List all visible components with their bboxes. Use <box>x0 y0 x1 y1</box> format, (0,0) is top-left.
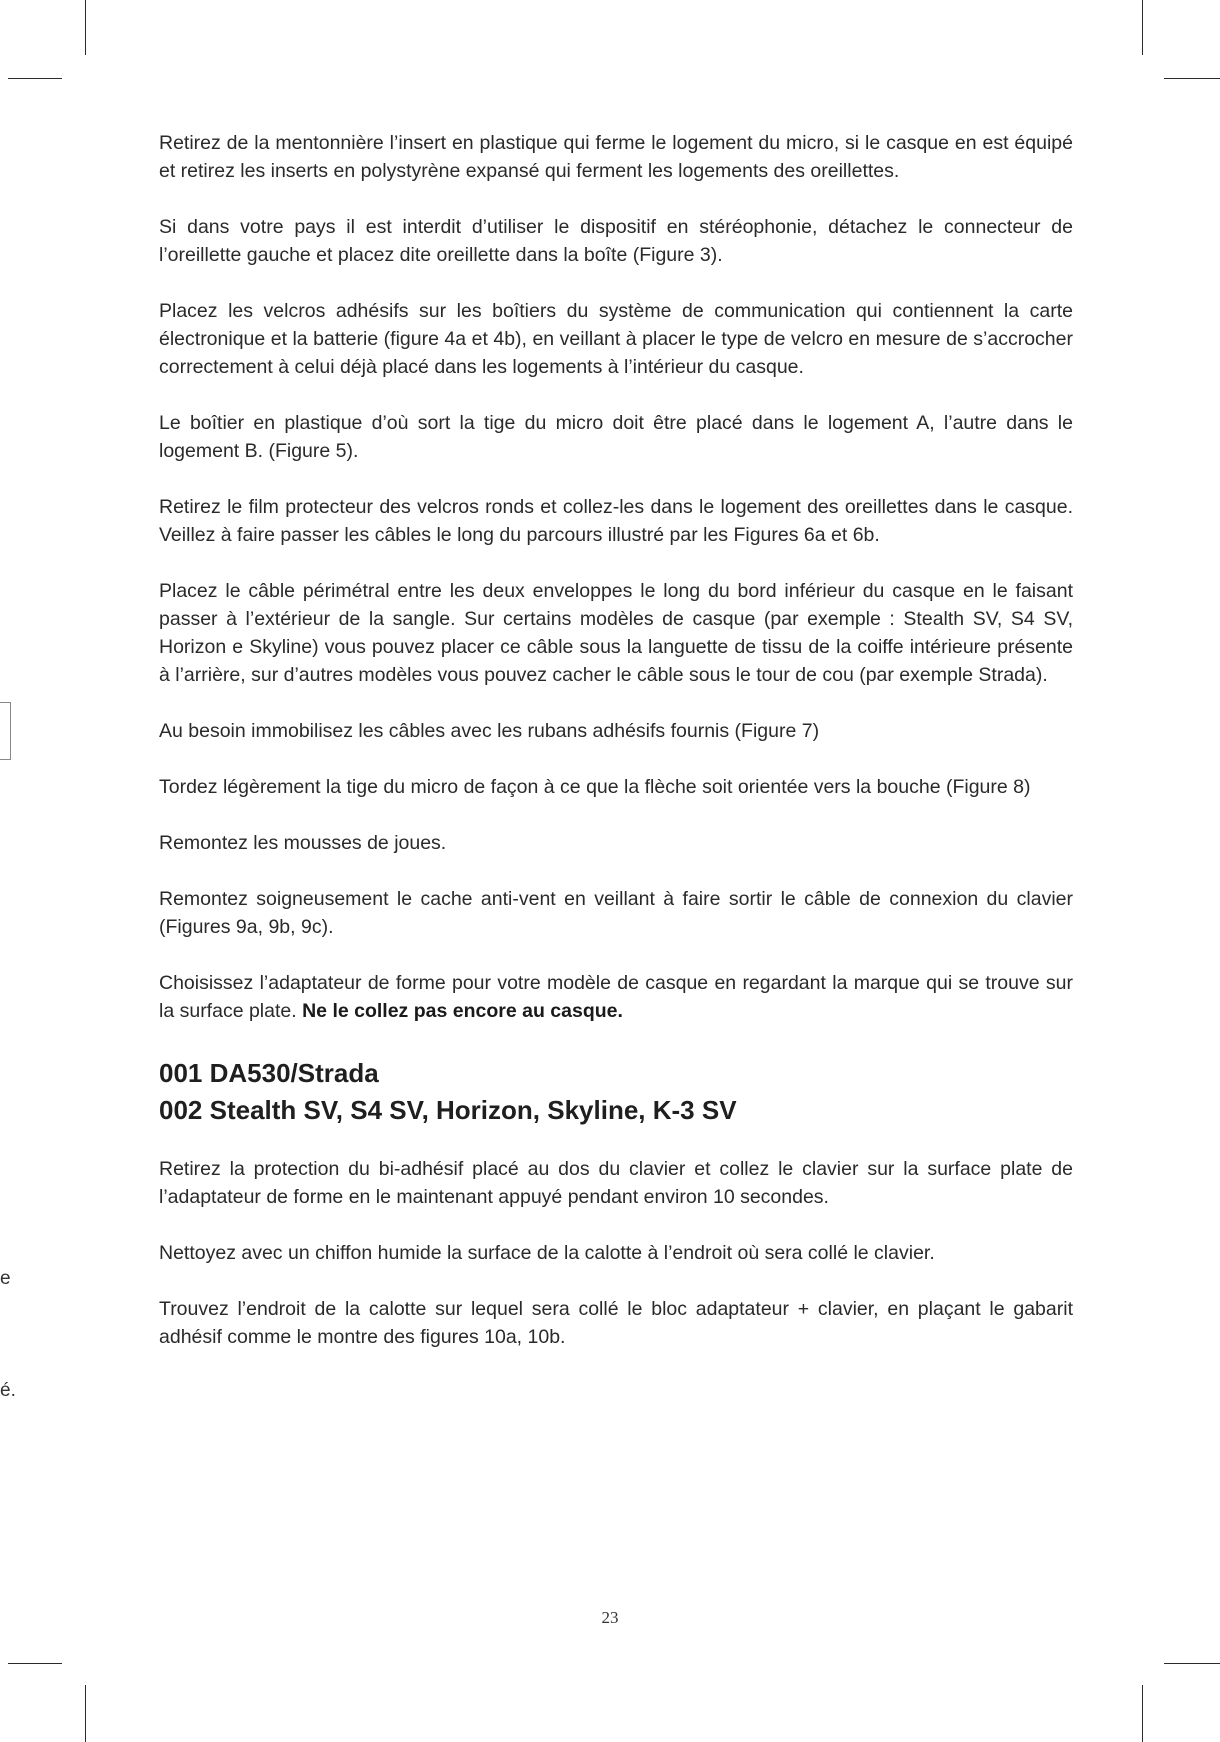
paragraph: Retirez de la mentonnière l’insert en plastique qui ferme le logement du micro, si le casque en est équipé et retirez les inserts en polystyrène expansé qui ferment les logements des oreillettes. <box>159 132 1073 182</box>
crop-mark <box>1164 1663 1220 1664</box>
paragraph: Nettoyez avec un chiffon humide la surface de la calotte à l’endroit où sera collé le clavier. <box>159 1242 935 1264</box>
choose-adapter-paragraph <box>159 969 1073 1025</box>
paragraph: Remontez les mousses de joues. <box>159 832 447 854</box>
choose-adapter-text: Choisissez l’adaptateur de forme pour votre modèle de casque en regardant la marque qui se trouve sur la surface plate. <box>159 972 1073 1022</box>
page-number: 23 <box>601 1608 619 1627</box>
crop-mark <box>8 78 62 79</box>
paragraph: Remontez soigneusement le cache anti-vent en veillant à faire sortir le câble de connexion du clavier (Figures 9a, 9b, 9c). <box>159 888 1073 938</box>
model-heading-line: 001 DA530/Strada <box>159 1058 379 1088</box>
model-heading-line: 002 Stealth SV, S4 SV, Horizon, Skyline, K-3 SV <box>159 1095 737 1125</box>
paragraph: Le boîtier en plastique d’où sort la tige du micro doit être placé dans le logement A, l’autre dans le logement B. (Figure 5). <box>159 412 1073 462</box>
paragraph: Tordez légèrement la tige du micro de façon à ce que la flèche soit orientée vers la bouche (Figure 8) <box>159 776 1031 798</box>
crop-mark <box>85 1685 86 1742</box>
warning-bold: Ne le collez pas encore au casque. <box>302 1000 623 1022</box>
paragraph: Retirez la protection du bi-adhésif placé au dos du clavier et collez le clavier sur la surface plate de l’adaptateur de forme en le maintenant appuyé pendant environ 10 secondes. <box>159 1158 1073 1208</box>
paragraph: Placez les velcros adhésifs sur les boîtiers du système de communication qui contiennent la carte électronique et la batterie (figure 4a et 4b), en veillant à placer le type de velcro en mesure de s’accrocher correctement à celui déjà placé dans les logements à l’intérieur du casque. <box>159 300 1073 378</box>
crop-mark <box>1142 1685 1143 1742</box>
paragraph: Placez le câble périmétral entre les deux enveloppes le long du bord inférieur du casque en le faisant passer à l’extérieur de la sangle. Sur certains modèles de casque (par exemple : Stealth SV, S4 SV, Horizon e Skyline) vous pouvez placer ce câble sous la languette de tissu de la coiffe intérieure présente à l’arrière, sur d’autres modèles vous pouvez cacher le câble sous le tour de cou (par exemple Strada). <box>159 580 1073 686</box>
paragraph: Au besoin immobilisez les câbles avec les rubans adhésifs fournis (Figure 7) <box>159 720 820 742</box>
edge-fragment: e <box>0 1268 11 1289</box>
crop-mark <box>85 0 86 55</box>
crop-mark <box>8 1663 62 1664</box>
paragraph: Retirez le film protecteur des velcros ronds et collez-les dans le logement des oreillettes dans le casque. Veillez à faire passer les câbles le long du parcours illustré par les Figures 6a et 6b. <box>159 496 1073 546</box>
edge-fragment: é. <box>0 1380 16 1401</box>
crop-mark <box>1142 0 1143 55</box>
model-heading <box>159 1055 1073 1129</box>
paragraph: Si dans votre pays il est interdit d’utiliser le dispositif en stéréophonie, détachez le connecteur de l’oreillette gauche et placez dite oreillette dans la boîte (Figure 3). <box>159 216 1073 266</box>
page-body <box>159 129 1073 1351</box>
crop-mark <box>1164 78 1220 79</box>
margin-bracket <box>0 702 11 760</box>
paragraph: Trouvez l’endroit de la calotte sur lequel sera collé le bloc adaptateur + clavier, en plaçant le gabarit adhésif comme le montre des figures 10a, 10b. <box>159 1298 1073 1348</box>
